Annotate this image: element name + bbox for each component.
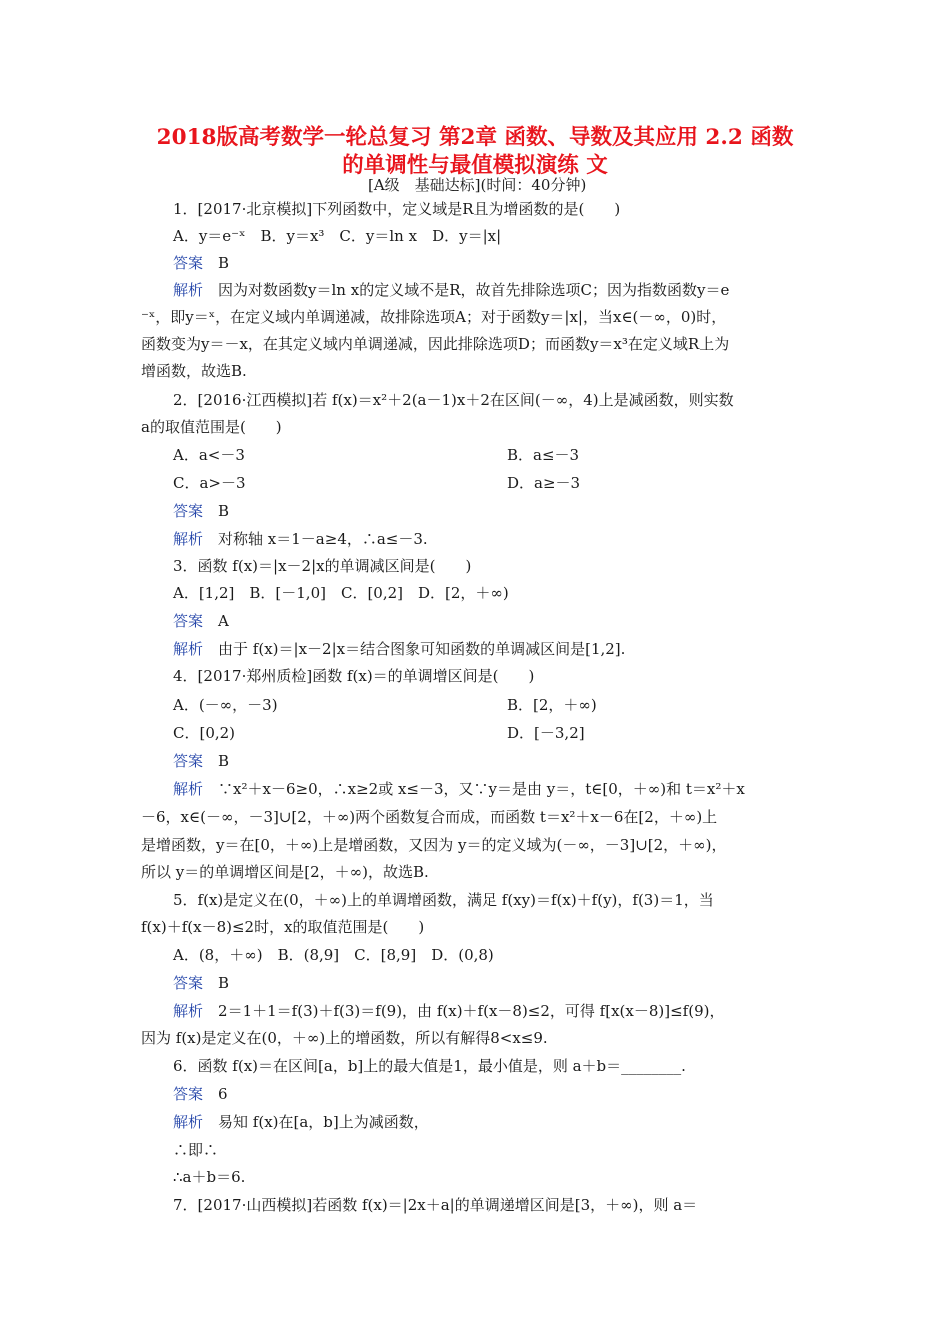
q6-answer: 6 — [218, 1085, 228, 1103]
q2-analysis-line: 解析 对称轴 x＝1－a≥4，∴a≤－3. — [173, 530, 428, 548]
q1-options: A．y＝e⁻ˣ B．y＝x³ C．y＝ln x D．y＝|x| — [173, 227, 502, 245]
q5-answer-line — [173, 973, 229, 993]
q1-analysis-line-2: ⁻ˣ，即y＝ˣ，在定义域内单调递减，故排除选项A；对于函数y＝|x|，当x∈(－∞，0)时， — [141, 308, 727, 326]
q4-stem: 4．[2017·郑州质检]函数 f(x)＝的单调增区间是( ) — [173, 667, 535, 685]
q4-answer: B — [218, 752, 230, 770]
q2-option-a: A．a<－3 — [173, 446, 245, 464]
analysis-label: 解析 — [173, 1002, 204, 1020]
q4-option-c: C．[0,2) — [173, 724, 236, 742]
q1-stem: 1．[2017·北京模拟]下列函数中，定义域是R且为增函数的是( ) — [173, 200, 621, 218]
q4-option-b: B．[2，＋∞) — [507, 696, 597, 714]
q1-answer-line — [173, 253, 229, 273]
q6-stem: 6．函数 f(x)＝在区间[a，b]上的最大值是1，最小值是，则 a＋b＝________. — [173, 1057, 686, 1075]
analysis-label: 解析 — [173, 281, 204, 299]
q5-stem-line-2: f(x)＋f(x－8)≤2时，x的取值范围是( ) — [141, 918, 425, 936]
q4-answer-line — [173, 751, 229, 771]
q1-analysis-line-1: 解析 因为对数函数y＝ln x的定义域不是R，故首先排除选项C；因为指数函数y＝e — [173, 281, 730, 299]
title-line-2: 的单调性与最值模拟演练 文 — [342, 153, 608, 178]
q5-stem-line-1: 5．f(x)是定义在(0，＋∞)上的单调增函数，满足 f(xy)＝f(x)＋f(y)，f(3)＝1，当 — [173, 891, 714, 909]
q4-analysis-line-3: 是增函数，y＝在[0，＋∞)上是增函数，又因为 y＝的定义域为(－∞，－3]∪[2，＋∞)， — [141, 836, 727, 854]
q2-option-d: D．a≥－3 — [507, 474, 581, 492]
q2-stem-line-1: 2．[2016·江西模拟]若 f(x)＝x²＋2(a－1)x＋2在区间(－∞，4)上是减函数，则实数 — [173, 391, 734, 409]
q4-analysis-line-2: －6，x∈(－∞，－3]∪[2，＋∞)两个函数复合而成，而函数 t＝x²＋x－6在[2，＋∞)上 — [141, 808, 718, 826]
answer-label: 答案 — [173, 752, 204, 770]
analysis-label: 解析 — [173, 1113, 204, 1131]
q5-options: A．(8，＋∞) B．(8,9] C．[8,9] D．(0,8) — [173, 946, 494, 964]
document-title — [120, 124, 830, 180]
q4-option-a: A．(－∞，－3) — [173, 696, 278, 714]
q6-answer-line — [173, 1084, 228, 1104]
answer-label: 答案 — [173, 974, 204, 992]
q3-answer: A — [218, 612, 229, 630]
q3-stem: 3．函数 f(x)＝|x－2|x的单调减区间是( ) — [173, 557, 472, 575]
subtitle: [A级 基础达标](时间：40分钟) — [368, 176, 587, 194]
q2-answer: B — [218, 502, 230, 520]
q6-analysis-line-3: ∴a＋b＝6. — [173, 1168, 246, 1186]
q6-analysis-line-1: 解析 易知 f(x)在[a，b]上为减函数， — [173, 1113, 429, 1131]
title-line-1: 2018版高考数学一轮总复习 第2章 函数、导数及其应用 2.2 函数 — [156, 125, 794, 150]
q3-answer-line — [173, 611, 229, 631]
q4-option-d: D．[－3,2] — [507, 724, 585, 742]
answer-label: 答案 — [173, 1085, 204, 1103]
q2-option-b: B．a≤－3 — [507, 446, 580, 464]
q2-answer-line — [173, 501, 229, 521]
analysis-label: 解析 — [173, 640, 204, 658]
analysis-label: 解析 — [173, 530, 204, 548]
q2-option-c: C．a>－3 — [173, 474, 246, 492]
answer-label: 答案 — [173, 254, 204, 272]
q4-analysis-line-4: 所以 y＝的单调增区间是[2，＋∞)，故选B. — [141, 863, 429, 881]
q1-analysis-line-3: 函数变为y＝－x，在其定义域内单调递减，因此排除选项D；而函数y＝x³在定义域R上为 — [141, 335, 730, 353]
q7-stem: 7．[2017·山西模拟]若函数 f(x)＝|2x＋a|的单调递增区间是[3，＋∞)，则 a＝ — [173, 1196, 698, 1214]
q1-answer: B — [218, 254, 230, 272]
answer-label: 答案 — [173, 612, 204, 630]
q5-analysis-line-1: 解析 2＝1＋1＝f(3)＋f(3)＝f(9)，由 f(x)＋f(x－8)≤2，可得 f[x(x－8)]≤f(9)， — [173, 1002, 725, 1020]
q3-options: A．[1,2] B．[－1,0] C．[0,2] D．[2，＋∞) — [173, 584, 509, 602]
analysis-label: 解析 — [173, 780, 204, 798]
q2-stem-line-2: a的取值范围是( ) — [141, 418, 282, 436]
q5-analysis-line-2: 因为 f(x)是定义在(0，＋∞)上的增函数，所以有解得8<x≤9. — [141, 1029, 548, 1047]
q6-analysis-line-2: ∴即∴ — [173, 1141, 219, 1159]
q1-analysis-line-4: 增函数，故选B. — [141, 362, 247, 380]
answer-label: 答案 — [173, 502, 204, 520]
q4-analysis-line-1: 解析 ∵x²＋x－6≥0，∴x≥2或 x≤－3，又∵y＝是由 y＝，t∈[0，＋∞)和 t＝x²＋x — [173, 780, 745, 798]
q3-analysis-line: 解析 由于 f(x)＝|x－2|x＝结合图象可知函数的单调减区间是[1,2]. — [173, 640, 626, 658]
q5-answer: B — [218, 974, 230, 992]
